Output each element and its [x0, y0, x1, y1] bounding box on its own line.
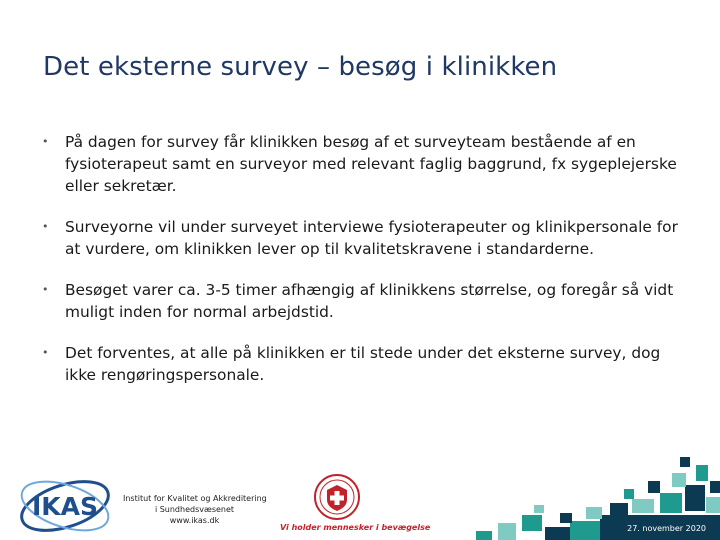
bullet-item	[40, 131, 690, 197]
bullet-icon: •	[42, 220, 49, 233]
bullet-item	[40, 279, 690, 323]
bullet-text: Surveyorne vil under surveyet interviewe fysioterapeuter og klinikpersonale for at vurdere, om klinikken lever op til kvalitetskravene i standarderne.	[65, 218, 678, 258]
bullet-text: På dagen for survey får klinikken besøg af et surveyteam bestående af en fysioterapeut samt en surveyor med relevant faglig baggrund, fx sygeplejerske eller sekretær.	[65, 133, 677, 195]
bullet-item	[40, 342, 690, 386]
bullet-list	[40, 131, 690, 405]
ikas-logo-text: IKAS	[31, 492, 99, 521]
ikas-name-line1: Institut for Kvalitet og Akkreditering	[123, 494, 267, 503]
ikas-name-block	[123, 493, 266, 526]
slide-title: Det eksterne survey – besøg i klinikken	[43, 52, 558, 82]
ikas-url: www.ikas.dk	[169, 516, 220, 525]
bullet-text: Besøget varer ca. 3-5 timer afhængig af klinikkens størrelse, og foregår så vidt muligt inden for normal arbejdstid.	[65, 281, 674, 321]
bullet-icon: •	[42, 135, 49, 148]
ikas-logo	[15, 473, 115, 539]
slide-footer	[0, 455, 720, 540]
bullet-item	[40, 216, 690, 260]
slide-date: 27. november 2020	[627, 524, 706, 533]
physio-seal-icon	[313, 473, 361, 521]
bullet-text: Det forventes, at alle på klinikken er til stede under det eksterne survey, dog ikke rengøringspersonale.	[65, 344, 661, 384]
slogan-text: Vi holder mennesker i bevægelse	[280, 523, 431, 532]
bullet-icon: •	[42, 346, 49, 359]
bullet-icon: •	[42, 283, 49, 296]
ikas-name-line2: i Sundhedsvæsenet	[154, 505, 235, 514]
